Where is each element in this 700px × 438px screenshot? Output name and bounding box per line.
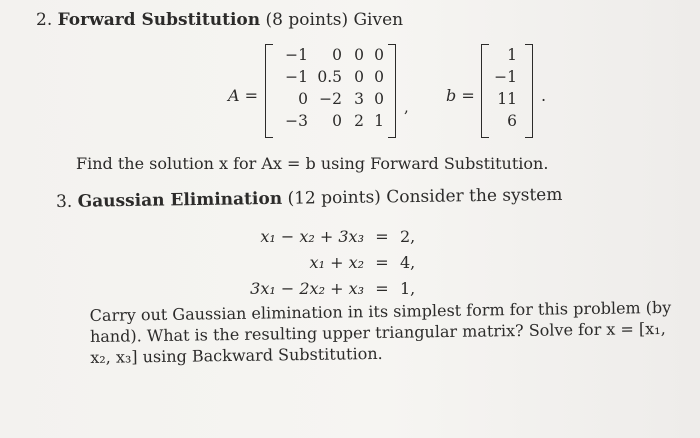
matrix-a-left-bracket: [265, 44, 273, 138]
equation-rhs: 4,: [400, 253, 416, 272]
equation-rhs: 2,: [400, 227, 416, 246]
matrix-a-label: A =: [228, 86, 259, 105]
problem-2-heading: [36, 10, 403, 30]
equation-equals: =: [375, 253, 389, 272]
equation-lhs: x₁ + x₂: [309, 253, 364, 272]
problem-3-title: Gaussian Elimination: [77, 188, 283, 212]
vector-b-right-bracket: [525, 44, 533, 138]
problem-3-heading: [56, 185, 563, 212]
matrix-a-cell: 0: [298, 90, 308, 108]
problem-2-title: Forward Substitution: [57, 10, 261, 30]
matrix-a-cell: 0: [374, 68, 384, 86]
equation-row: [208, 279, 415, 298]
vector-b: [487, 46, 519, 134]
problem-3-points: (12 points) Consider the system: [287, 184, 563, 209]
equation-equals: =: [375, 227, 389, 246]
matrix-a-cell: −3: [285, 112, 308, 130]
matrix-a-cell: −1: [285, 68, 308, 86]
problem-2-number: 2.: [36, 10, 53, 30]
matrix-a-right-bracket: [388, 44, 396, 138]
equation-lhs: 3x₁ − 2x₂ + x₃: [250, 279, 364, 298]
matrix-a-cell: 0: [332, 112, 342, 130]
equation-row: [208, 227, 415, 246]
vector-b-cell: 1: [507, 46, 517, 64]
equation-rhs: 1,: [400, 279, 416, 298]
matrix-a-cell: 0: [374, 90, 384, 108]
matrix-a-cell: −1: [285, 46, 308, 64]
matrix-a-cell: 2: [354, 112, 364, 130]
vector-b-label: b =: [446, 86, 475, 105]
problem-3-number: 3.: [55, 191, 73, 212]
vector-b-cell: 6: [507, 112, 517, 130]
vector-b-period: .: [541, 86, 547, 105]
matrix-a-cell: 0: [354, 68, 364, 86]
problem-2-points: (8 points) Given: [265, 10, 404, 30]
matrix-a-cell: 0.5: [317, 68, 342, 86]
equation-equals: =: [375, 279, 389, 298]
matrix-a-cell: 0: [354, 46, 364, 64]
equation-lhs: x₁ − x₂ + 3x₃: [260, 227, 364, 246]
problem-2-instruction: Find the solution x for Ax = b using Forward Substitution.: [76, 154, 549, 173]
vector-b-cell: 11: [497, 90, 517, 108]
matrix-a-cell: 0: [374, 46, 384, 64]
matrix-a: [276, 46, 386, 134]
equation-row: [208, 253, 415, 272]
vector-b-cell: −1: [494, 68, 517, 86]
matrix-a-cell: 3: [354, 90, 364, 108]
matrix-a-cell: 1: [374, 112, 384, 130]
matrix-a-cell: −2: [319, 90, 342, 108]
problem-3-instruction: Carry out Gaussian elimination in its simplest form for this problem (by hand). What is the resulting upper triangular matrix? Solve for x = [x₁, x₂, x₃] using Backward Substitution.: [89, 297, 672, 367]
matrix-a-cell: 0: [332, 46, 342, 64]
matrix-a-comma: ,: [404, 98, 409, 116]
